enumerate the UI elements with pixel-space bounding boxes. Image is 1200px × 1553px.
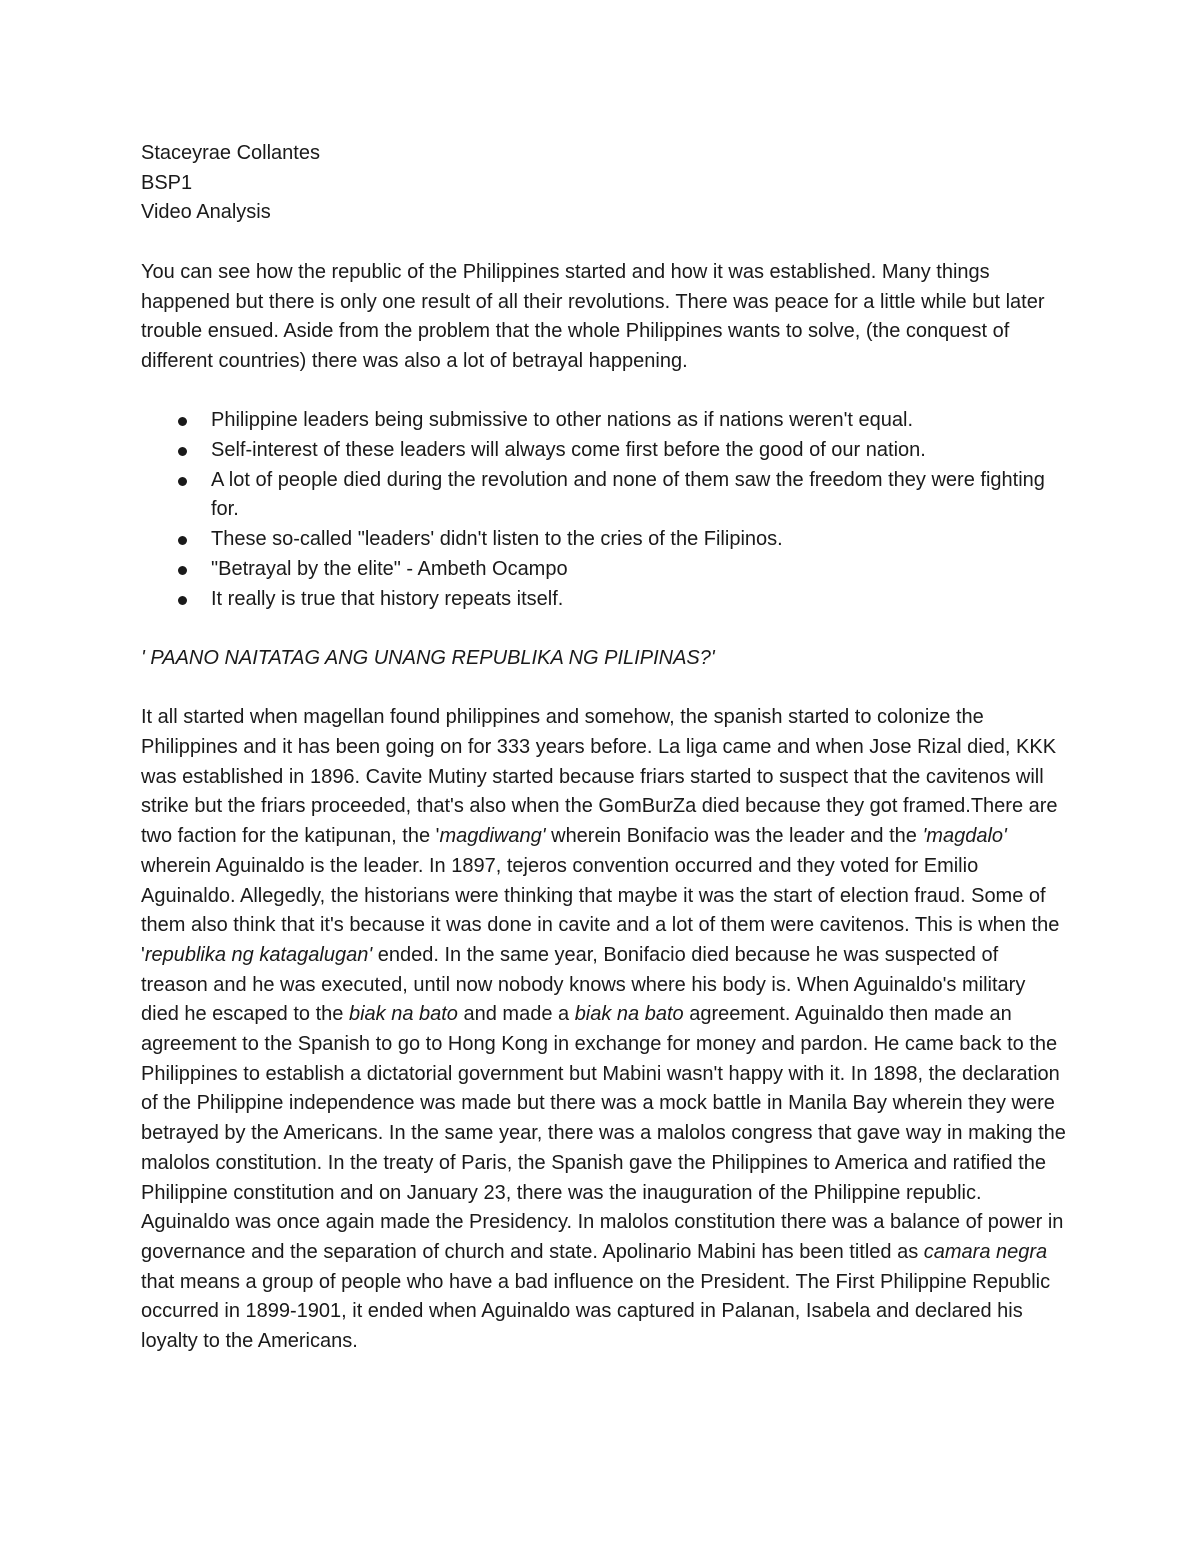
- italic-term: biak na bato: [348, 1003, 458, 1026]
- spacer: [141, 674, 1066, 704]
- spacer: [141, 377, 1066, 407]
- body-text: that means a group of people who have a bad influence on the President. The First Philippine Republic occurred in 1899-1901, it ended when Aguinaldo was captured in Palanan, Isabela and declared his loyalty to the Americans.: [141, 1270, 1051, 1353]
- body-text: agreement. Aguinaldo then made an agreement to the Spanish to go to Hong Kong in exchange for money and pardon. He came back to the Philippines to establish a dictatorial government but Mabini wasn't happy with it. In 1898, the declaration of the Philippine independence was made but there was a mock battle in Manila Bay wherein they were betrayed by the Americans. In the same year, there was a malolos congress that gave way in making the malolos constitution. In the treaty of Paris, the Spanish gave the Philippines to America and ratified the Philippine constitution and on January 23, there was the inauguration of the Philippine republic. Aguinaldo was once again made the Presidency. In malolos constitution there was a balance of power in governance and the separation of church and state. Apolinario Mabini has been titled as: [141, 1003, 1066, 1263]
- spacer: [141, 614, 1066, 644]
- list-item-text: Self-interest of these leaders will always come first before the good of our nation.: [211, 439, 926, 461]
- italic-term: biak na bato: [574, 1003, 684, 1026]
- list-item-text: A lot of people died during the revolution and none of them saw the freedom they were fighting for.: [211, 468, 1045, 521]
- bullet-icon: [178, 536, 187, 545]
- list-item: [211, 555, 1066, 585]
- body-text: wherein Bonifacio was the leader and the: [545, 825, 923, 848]
- assignment-title: Video Analysis: [141, 201, 271, 224]
- spacer: [141, 228, 1066, 258]
- italic-term: republika ng katagalugan': [144, 943, 373, 966]
- body-text: and made a: [457, 1003, 575, 1026]
- list-item-text: It really is true that history repeats itself.: [211, 587, 564, 610]
- italic-term: magdiwang': [439, 825, 546, 848]
- bullet-icon: [178, 417, 187, 426]
- class-section: BSP1: [141, 171, 193, 194]
- list-item: [211, 406, 1066, 436]
- bullet-icon: [178, 447, 187, 456]
- author-name: Staceyrae Collantes: [141, 142, 320, 164]
- list-item: [211, 525, 1066, 555]
- body-paragraph: [141, 703, 1066, 1356]
- bullet-list: [141, 406, 1066, 614]
- list-item-text: Philippine leaders being submissive to other nations as if nations weren't equal.: [211, 409, 914, 432]
- body-text: It all started when magellan found philippines and somehow, the spanish started to colonize the Philippines and it has been going on for 333 years before. La liga came and when Jose Rizal died, KKK was established in 1896. Cavite Mutiny started because friars started to suspect that the cavitenos will strike but the friars proceeded, that's also when the GomBurZa died because they got framed.There are two faction for the katipunan, the ': [141, 706, 1058, 848]
- bullet-icon: [178, 477, 187, 486]
- italic-term: 'magdalo': [922, 825, 1007, 848]
- section-heading: ' PAANO NAITATAG ANG UNANG REPUBLIKA NG PILIPINAS?': [141, 646, 715, 669]
- bullet-icon: [178, 566, 187, 575]
- body-text: wherein Aguinaldo is the leader. In 1897, tejeros convention occurred and they voted for Emilio Aguinaldo. Allegedly, the historians were thinking that maybe it was the start of election fraud. Some of them also think that it's because it was done in cavite and a lot of them were cavitenos. This is when the ': [141, 854, 1060, 966]
- body-text: ended. In the same year, Bonifacio died because he was suspected of treason and he was executed, until now nobody knows where his body is. When Aguinaldo's military died he escaped to the: [141, 943, 1026, 1026]
- italic-term: camara negra: [923, 1240, 1048, 1263]
- list-item: [211, 585, 1066, 615]
- bullet-icon: [178, 596, 187, 605]
- list-item-text: "Betrayal by the elite" - Ambeth Ocampo: [211, 557, 568, 580]
- list-item: [211, 466, 1066, 525]
- intro-paragraph: You can see how the republic of the Philippines started and how it was established. Many things happened but there is only one result of all their revolutions. There was peace for a little while but later trouble ensued. Aside from the problem that the whole Philippines wants to solve, (the conquest of different countries) there was also a lot of betrayal happening.: [141, 260, 1045, 372]
- list-item: [211, 436, 1066, 466]
- document-page: [141, 139, 1066, 1357]
- list-item-text: These so-called "leaders' didn't listen to the cries of the Filipinos.: [211, 528, 783, 551]
